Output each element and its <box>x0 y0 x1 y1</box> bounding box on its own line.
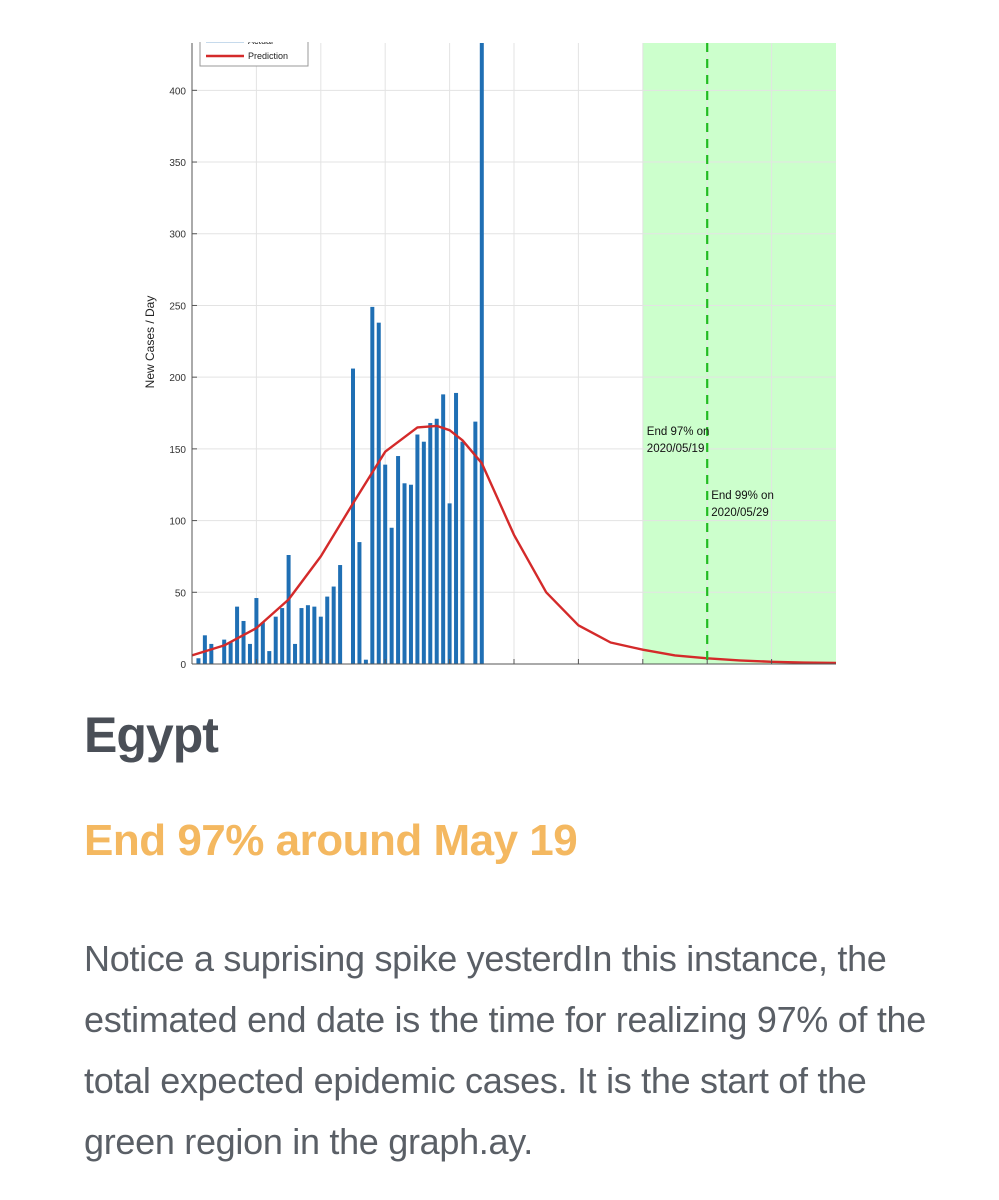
bar <box>357 542 361 664</box>
y-tick-label: 300 <box>169 229 186 241</box>
bar <box>203 635 207 664</box>
bar <box>460 442 464 664</box>
y-tick-label: 0 <box>180 660 186 671</box>
bar <box>332 587 336 664</box>
bar <box>351 369 355 664</box>
y-tick-label: 400 <box>169 86 186 98</box>
end-estimate-subtitle: End 97% around May 19 <box>84 816 578 865</box>
bar <box>396 456 400 664</box>
bar <box>415 435 419 664</box>
y-tick-label: 200 <box>169 373 186 385</box>
y-tick-label: 150 <box>169 444 186 456</box>
bar <box>325 597 329 664</box>
bar <box>209 644 213 664</box>
annotation-end-97-line: 2020/05/19 <box>646 443 705 455</box>
bar <box>370 307 374 664</box>
bar <box>409 485 413 664</box>
bar <box>390 528 394 664</box>
y-tick-label: 350 <box>169 158 186 170</box>
bar <box>338 565 342 664</box>
bar <box>299 608 303 664</box>
y-tick-label: 50 <box>174 588 186 600</box>
bar <box>280 608 284 664</box>
legend-label-prediction: Prediction <box>248 51 289 61</box>
bar <box>306 605 310 664</box>
bar <box>196 658 200 664</box>
bar <box>248 644 252 664</box>
bar <box>480 43 484 664</box>
bar <box>235 607 239 664</box>
end-region-shade <box>643 43 836 664</box>
bar <box>274 617 278 664</box>
country-title: Egypt <box>84 707 218 763</box>
y-axis-title: New Cases / Day <box>143 295 157 389</box>
bar <box>435 419 439 664</box>
article-body: Notice a suprising spike yesterdIn this instance, the estimated end date is the time for realizing 97% of the total expected epidemic cases. It is the start of the green region in the graph.ay. <box>84 938 926 1162</box>
bar <box>364 660 368 664</box>
bar <box>229 642 233 664</box>
bar <box>254 598 258 664</box>
bar <box>267 651 271 664</box>
bar <box>287 555 291 664</box>
bar <box>383 465 387 664</box>
annotation-end-97-line: End 97% on <box>646 426 710 438</box>
y-tick-label: 100 <box>169 516 186 528</box>
bar <box>319 617 323 664</box>
bar <box>293 644 297 664</box>
bar <box>312 607 316 664</box>
legend-crop <box>195 28 315 42</box>
annotation-end-99-line: 2020/05/29 <box>711 507 769 519</box>
annotation-end-99-line: End 99% on <box>711 490 774 502</box>
bar <box>428 423 432 664</box>
bar <box>441 394 445 664</box>
bar <box>261 622 265 664</box>
bar <box>242 621 246 664</box>
bar <box>222 640 226 664</box>
bar <box>422 442 426 664</box>
bar <box>448 503 452 664</box>
bar <box>377 323 381 664</box>
y-tick-label: 250 <box>169 301 186 313</box>
bar <box>403 483 407 664</box>
